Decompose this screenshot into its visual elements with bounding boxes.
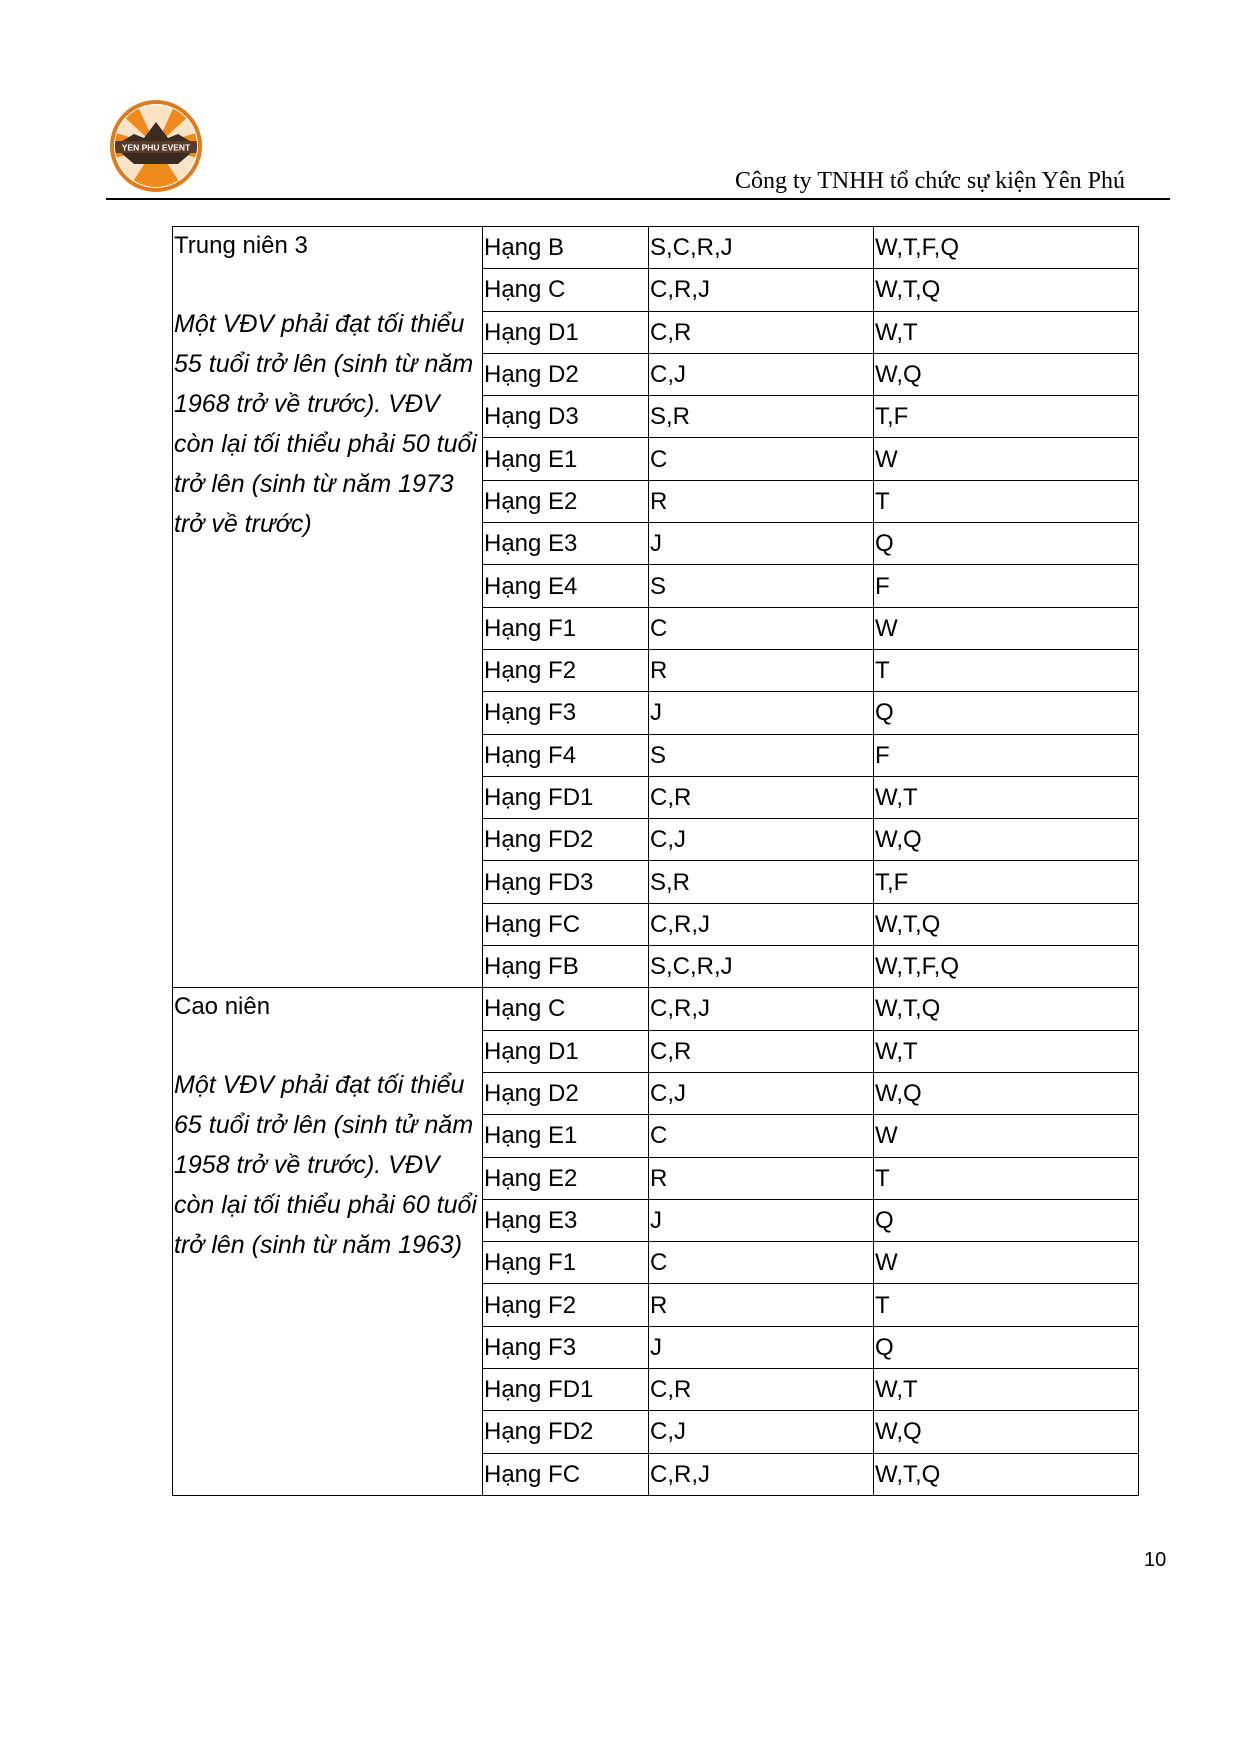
class-cell: Hạng F3 [483,692,649,734]
codes-cell: R [649,649,874,691]
codes-w-cell: T,F [874,861,1139,903]
class-cell: Hạng FD1 [483,1369,649,1411]
class-cell: Hạng D2 [483,1072,649,1114]
class-cell: Hạng E1 [483,1115,649,1157]
codes-w-cell: W [874,1115,1139,1157]
class-cell: Hạng D2 [483,353,649,395]
class-cell: Hạng E4 [483,565,649,607]
codes-cell: C,J [649,353,874,395]
class-cell: Hạng F3 [483,1326,649,1368]
codes-cell: C,J [649,1411,874,1453]
company-logo [106,100,206,192]
codes-cell: C,R [649,311,874,353]
codes-w-cell: Q [874,1199,1139,1241]
group-description: Một VĐV phải đạt tối thiểu 55 tuổi trở lên (sinh từ năm 1968 trở về trước). VĐV còn lại tối thiểu phải 50 tuổi trở lên (sinh từ năm 1973 trở về trước) [174,310,477,538]
codes-cell: C,J [649,819,874,861]
codes-cell: J [649,523,874,565]
codes-w-cell: W [874,438,1139,480]
class-cell: Hạng D1 [483,1030,649,1072]
codes-cell: C,R,J [649,903,874,945]
group-name: Trung niên 3 [174,232,308,259]
codes-w-cell: W,Q [874,1072,1139,1114]
codes-cell: C [649,607,874,649]
codes-w-cell: T [874,1157,1139,1199]
class-cell: Hạng F4 [483,734,649,776]
codes-w-cell: W [874,607,1139,649]
codes-cell: C [649,1242,874,1284]
codes-cell: R [649,1284,874,1326]
codes-w-cell: W,Q [874,1411,1139,1453]
group-cell [173,988,483,1496]
class-cell: Hạng C [483,988,649,1030]
class-cell: Hạng F2 [483,1284,649,1326]
codes-w-cell: T [874,480,1139,522]
codes-cell: S,R [649,861,874,903]
class-cell: Hạng FD1 [483,776,649,818]
codes-cell: C,J [649,1072,874,1114]
codes-w-cell: W,T,Q [874,988,1139,1030]
codes-w-cell: T [874,649,1139,691]
codes-cell: S [649,734,874,776]
table-row [173,988,1139,1030]
header-divider [106,198,1170,200]
classification-table [172,226,1139,1496]
codes-cell: R [649,1157,874,1199]
class-cell: Hạng B [483,227,649,269]
class-cell: Hạng F2 [483,649,649,691]
group-name: Cao niên [174,993,271,1021]
codes-cell: J [649,1326,874,1368]
class-cell: Hạng FD2 [483,1411,649,1453]
codes-cell: S [649,565,874,607]
codes-cell: J [649,1199,874,1241]
class-cell: Hạng C [483,269,649,311]
codes-cell: C,R,J [649,1453,874,1495]
page-number: 10 [1144,1549,1167,1571]
codes-cell: C,R [649,1369,874,1411]
codes-w-cell: W,T [874,776,1139,818]
class-cell: Hạng D3 [483,396,649,438]
class-cell: Hạng F1 [483,1242,649,1284]
class-cell: Hạng FD3 [483,861,649,903]
class-cell: Hạng E1 [483,438,649,480]
class-cell: Hạng FB [483,946,649,988]
codes-cell: C,R,J [649,988,874,1030]
codes-w-cell: W,T,Q [874,1453,1139,1495]
codes-cell: J [649,692,874,734]
table-row [173,227,1139,269]
class-cell: Hạng E2 [483,480,649,522]
codes-w-cell: W,T,F,Q [874,946,1139,988]
class-cell: Hạng E3 [483,523,649,565]
codes-w-cell: T,F [874,396,1139,438]
codes-w-cell: F [874,734,1139,776]
codes-w-cell: W,T [874,311,1139,353]
codes-w-cell: Q [874,1326,1139,1368]
group-description: Một VĐV phải đạt tối thiểu 65 tuổi trở lên (sinh tử năm 1958 trở về trước). VĐV còn lại tối thiểu phải 60 tuổi trở lên (sinh từ năm 1963) [174,1071,477,1260]
codes-w-cell: W,Q [874,353,1139,395]
class-cell: Hạng D1 [483,311,649,353]
class-cell: Hạng FC [483,1453,649,1495]
group-cell [173,227,483,988]
class-cell: Hạng FD2 [483,819,649,861]
class-cell: Hạng E3 [483,1199,649,1241]
company-name: Công ty TNHH tổ chức sự kiện Yên Phú [735,168,1125,194]
class-cell: Hạng FC [483,903,649,945]
codes-cell: C [649,438,874,480]
codes-w-cell: Q [874,523,1139,565]
logo-wordmark: YEN PHU EVENT [121,142,191,153]
codes-w-cell: W,T,Q [874,903,1139,945]
codes-w-cell: W,T,F,Q [874,227,1139,269]
codes-w-cell: W,Q [874,819,1139,861]
codes-cell: S,C,R,J [649,227,874,269]
codes-cell: S,R [649,396,874,438]
codes-w-cell: W,T [874,1030,1139,1072]
codes-w-cell: W,T,Q [874,269,1139,311]
codes-w-cell: Q [874,692,1139,734]
codes-cell: C,R [649,1030,874,1072]
class-cell: Hạng F1 [483,607,649,649]
codes-cell: S,C,R,J [649,946,874,988]
codes-w-cell: W,T [874,1369,1139,1411]
codes-cell: C,R,J [649,269,874,311]
codes-cell: C,R [649,776,874,818]
codes-cell: C [649,1115,874,1157]
codes-w-cell: F [874,565,1139,607]
codes-w-cell: W [874,1242,1139,1284]
codes-cell: R [649,480,874,522]
class-cell: Hạng E2 [483,1157,649,1199]
codes-w-cell: T [874,1284,1139,1326]
